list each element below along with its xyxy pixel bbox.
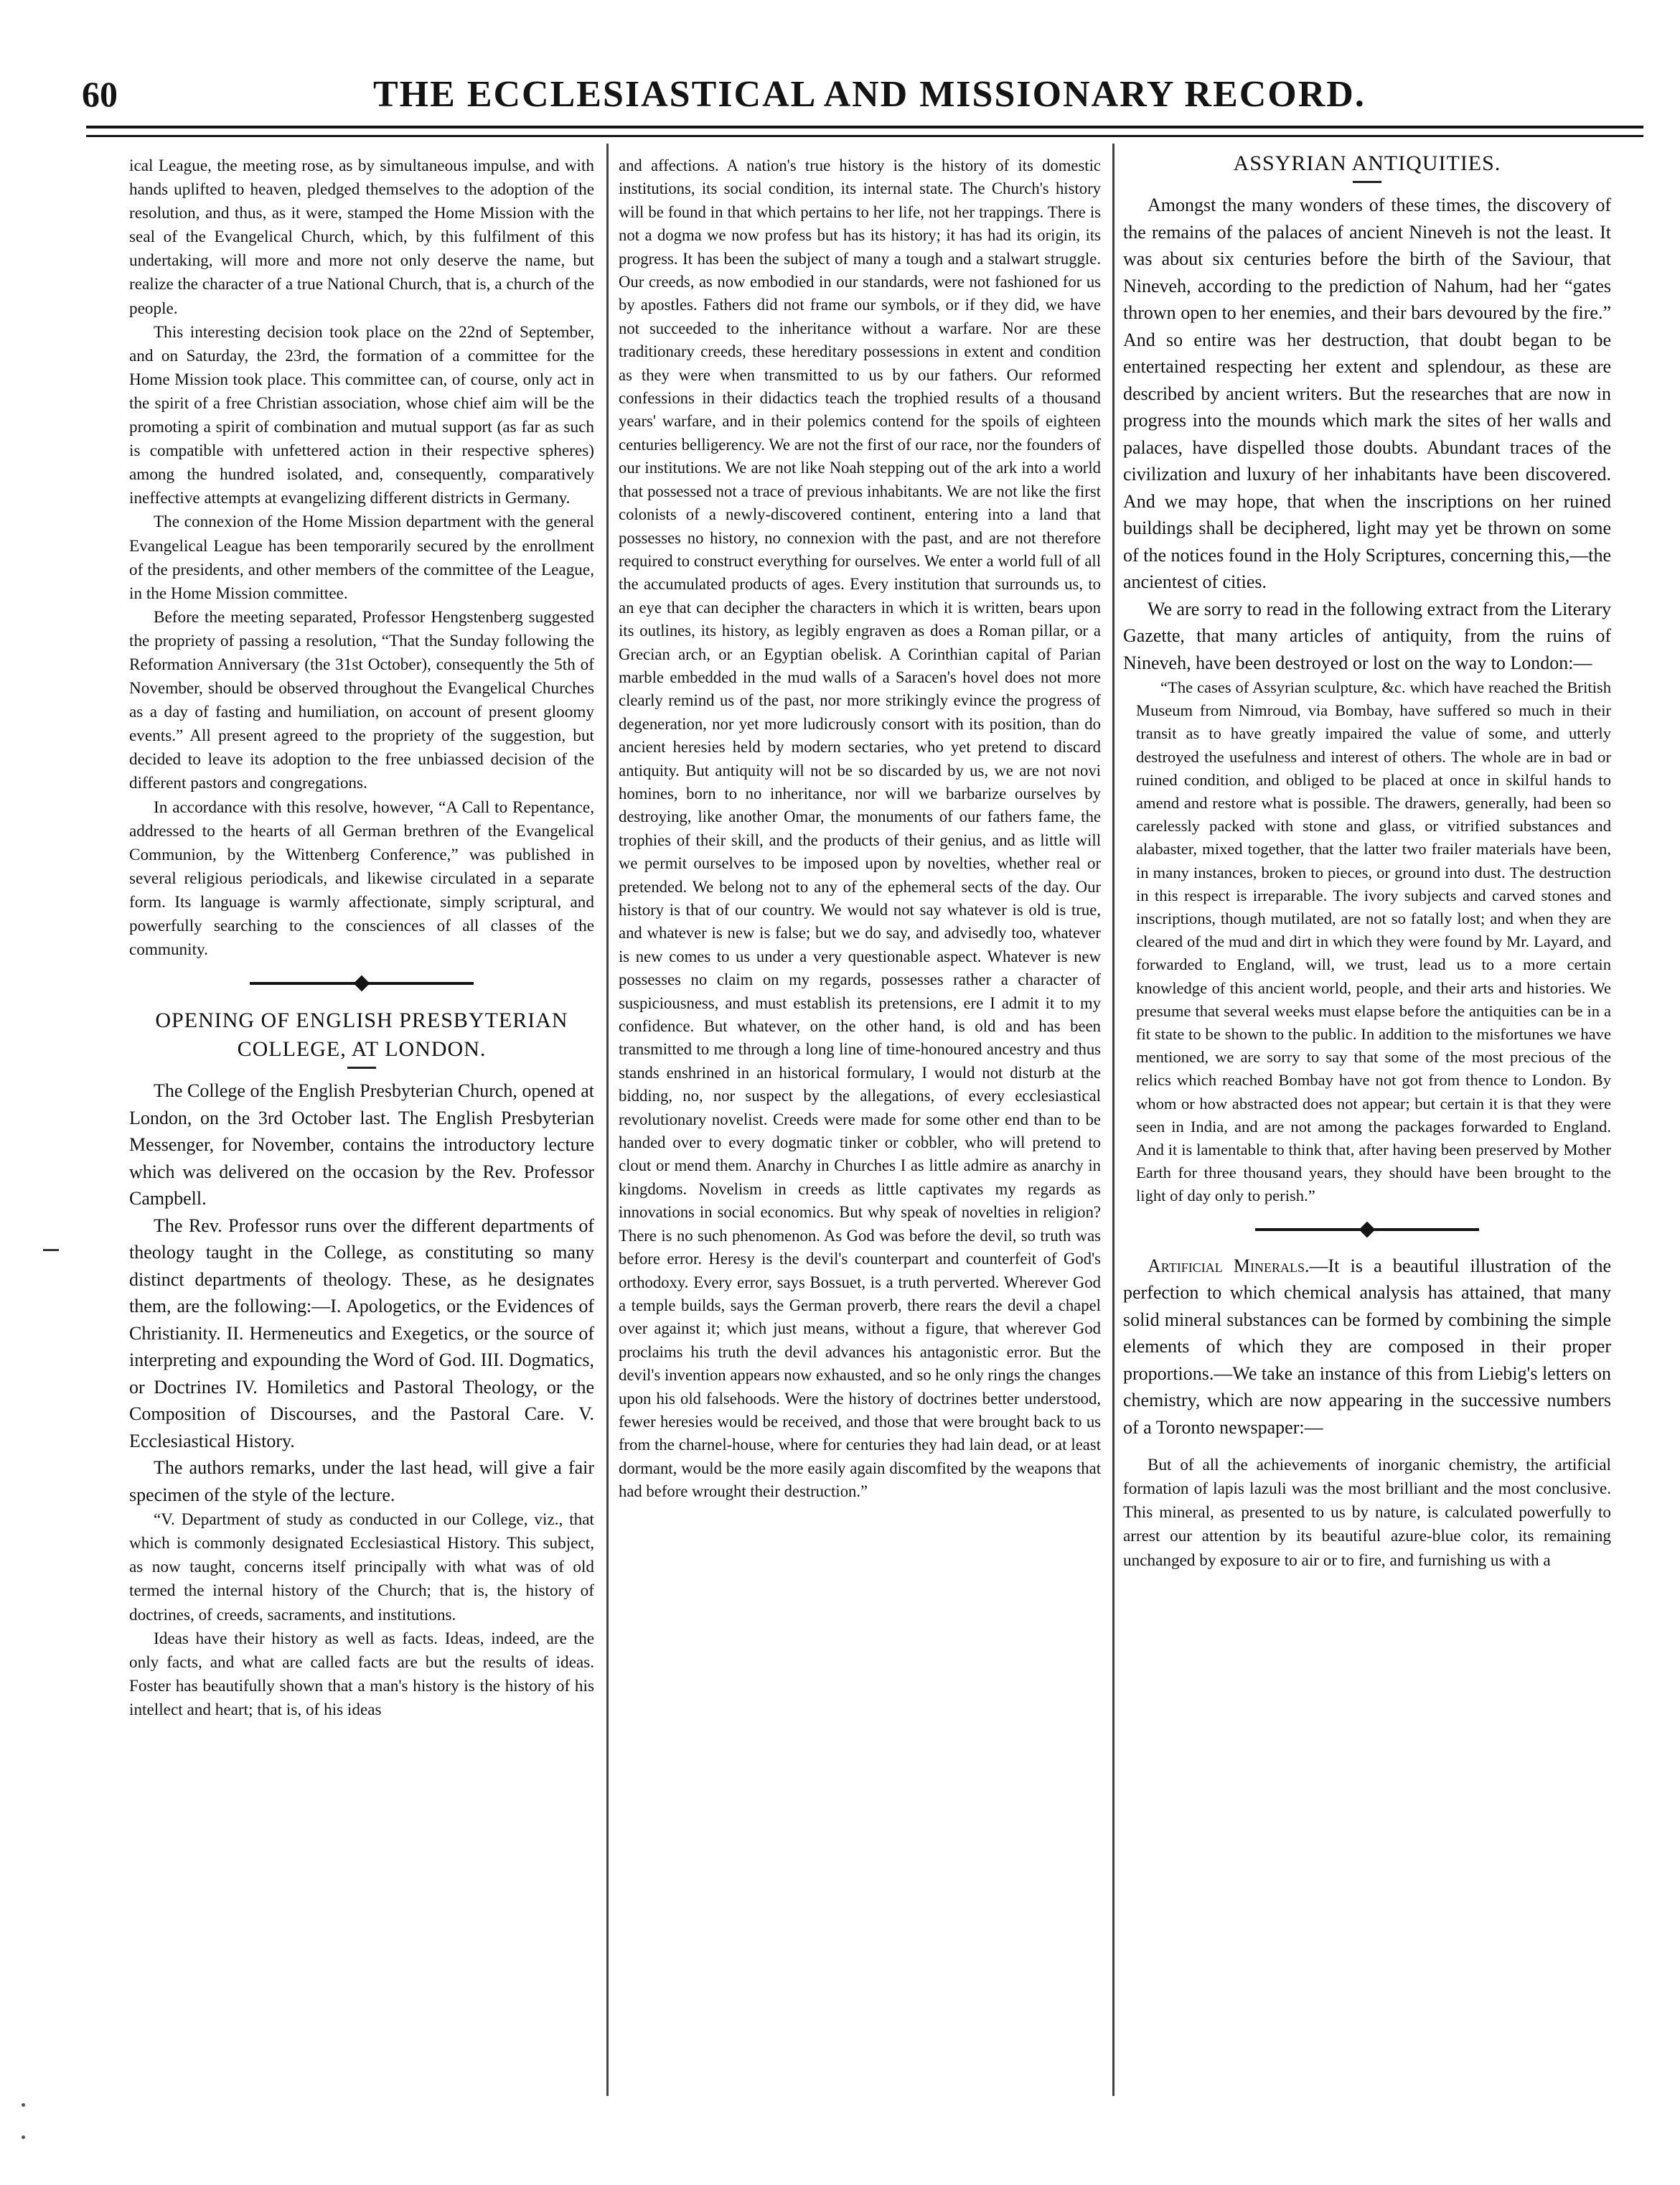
margin-dash — [43, 1249, 59, 1251]
column-rule-left — [606, 144, 609, 2096]
column-middle — [619, 154, 1101, 1504]
quote-paragraph: Ideas have their history as well as facts. Ideas, indeed, are the only facts, and what are called facts are but the results of ideas. Foster has beautifully shown that a man's history is the history of his intellect and heart; that is, of his ideas — [129, 1629, 594, 1719]
divider-line — [250, 982, 357, 985]
article-body — [1123, 1253, 1611, 1441]
run-in-heading: Artificial Minerals. — [1148, 1255, 1310, 1276]
paragraph: The College of the English Presbyterian Church, opened at London, on the 3rd October last. The English Presbyterian Messenger, for November, contains the introductory lecture which was delivered on the occasion by the Rev. Professor Campbell. — [129, 1080, 594, 1210]
quote-continuation: and affections. A nation's true history is the history of its domestic institutions, its social condition, its internal state. The Church's history will be found in that which pertains to her life, not her trappings. There is not a dogma we now profess but has its history; it has had its origin, its progress. It has been the subject of many a tough and a stalwart struggle. Our creeds, as now embodied in our standards, were not fashioned for us by apostles. Fathers did not frame our symbols, or if they did, we have not succeeded to the inheritance without a warfare. Nor are these traditionary creeds, these hereditary possessions in extent and condition as they were when transmitted to us by our fathers. Our reformed confessions in their didactics teach the trophied results of a thousand years' warfare, and in their polemics contend for the spoils of eighteen centuries belligerency. We are not the first of our race, nor the founders of our institutions. We are not like Noah stepping out of the ark into a world that possessed not a trace of previous inhabitants. We are not like the first colonists of a newly-discovered continent, entering into a land that possesses no history, no connexion with the past, and are not therefore required to construct everything for ourselves. We enter a world full of all the accumulated products of ages. Every institution that surrounds us, to an eye that can decipher the characters in which it is written, bears upon its outlines, its history, as legibly engraven as does a Roman pillar, or a Grecian arch, or an Egyptian obelisk. A Corinthian capital of Parian marble embedded in the mud walls of a Saracen's hovel does not more clearly remind us of the past, nor more strikingly evince the progress of degeneration, nor yet more ludicrously consort with its position, than do ancient heresies held by modern sectaries, who yet pretend to discard antiquity. But antiquity will not be so discarded by us, we are not novi homines, born to no inheritance, nor will we barbarize ourselves by destroying, like another Omar, the monuments of our fathers fame, the trophies of their skill, and the products of their genius, and as little will we permit ourselves to be imposed upon by novelties, whether real or pretended. We belong not to any of the ephemeral sects of the day. Our history is that of our country. We would not say whatever is old is true, and whatever is new is false; but we do say, and advisedly too, whatever is new comes to us under a very questionable aspect. Whatever is new possesses no claim on my regards, possesses rather a character of suspiciousness, and must establish its pretensions, ere I admit it to my confidence. But whatever, on the other hand, is old and has been transmitted to me through a long line of time-honoured ancestry and thus stands enshrined in an historical formulary, I would not disturb at the bidding, no, nor suspect by the allegations, of every ecclesiastical revolutionary novelist. Creeds were made for some other end than to be handed over to every dogmatic tinker or cobbler, who will pretend to clout or mend them. Anarchy in Churches I as little admire as anarchy in kingdoms. Novelism in creeds as little captivates my regards as innovations in social economics. But why speak of novelties in religion? There is no such phenomenon. As God was before the devil, so truth was before error. Heresy is the devil's counterpart and counterfeit of God's orthodoxy. Every error, says Bossuet, is a truth perverted. Wherever God a temple builds, says the German proverb, there rears the devil a chapel over against it; which just means, without a figure, that wherever God proclaims his truth the devil advances his antagonistic error. But the devil's invention appears now exhausted, and so he only rings the changes upon his old falsehoods. Were the history of doctrines better understood, fewer heresies would be received, and those that were brought back to us from the charnel-house, where for centuries they had lain dead, or at least dormant, would be the more easily again discomfited by the weapons that had before wrought their destruction.” — [619, 156, 1101, 1501]
paragraph: Before the meeting separated, Professor Hengstenberg suggested the propriety of passing a resolution, “That the Sunday following the Reformation Anniversary (the 31st October), consequently the 5th of November, should be observed throughout the Evangelical Churches as a day of fasting and humiliation, on account of present gloomy events.” All present agreed to the propriety of the suggestion, but decided to leave its adoption to the free unbiassed decision of the different pastors and congregations. — [129, 607, 594, 793]
paragraph: The authors remarks, under the last head, will give a fair specimen of the style of the lecture. — [129, 1457, 594, 1505]
quote-paragraph: “V. Department of study as conducted in our College, viz., that which is commonly designated Ecclesiastical History. This subject, as now taught, concerns itself principally with what was of old termed the internal history of the Church; that is, the history of doctrines, of creeds, sacraments, and institutions. — [129, 1510, 594, 1624]
article-body — [129, 1077, 594, 1508]
paragraph: The Rev. Professor runs over the different departments of theology taught in the College, as constituting so many distinct departments of theology. These, as he designates them, are the following:—I. Apologetics, or the Evidences of Christianity. II. Hermeneutics and Exegetics, or the source of interpreting and expounding the Word of God. III. Dogmatics, or Doctrines IV. Homiletics and Pastoral Theology, or the Composition of Discourses, and the Pastoral Care. V. Ecclesiastical History. — [129, 1215, 594, 1451]
divider-diamond — [1359, 1221, 1376, 1237]
heading-rule — [1353, 181, 1381, 183]
column-rule-right — [1112, 144, 1114, 2096]
paragraph: In accordance with this resolve, however, “A Call to Repentance, addressed to the hearts of all German brethren of the Evangelical Communion, by the Wittenberg Conference,” was published in several religious periodicals, and likewise circulated in a separate form. Its language is warmly affectionate, simply scriptural, and powerfully searching to the consciences of all classes of the community. — [129, 797, 594, 960]
margin-dot — [22, 2103, 25, 2107]
header-rule-top — [86, 126, 1643, 128]
ornamental-divider — [129, 978, 594, 989]
paragraph: ical League, the meeting rose, as by simultaneous impulse, and with hands uplifted to heaven, pledged themselves to the adoption of the resolution, and thus, as it were, stamped the Home Mission with the seal of the Evangelical Church, which, by this fulfilment of this undertaking, will more and more not only deserve the name, but realize the character of a true National Church, that is, a church of the people. — [129, 156, 594, 318]
quote-paragraph: But of all the achievements of inorganic chemistry, the artificial formation of lapis lazuli was the most brilliant and the most conclusive. This mineral, as presented to us by nature, is calculated powerfully to arrest our attention by its beautiful azure-blue color, its remaining unchanged by exposure to air or to fire, and furnishing us with a — [1123, 1456, 1611, 1570]
article-body — [1123, 192, 1611, 676]
divider-line — [1255, 1228, 1363, 1231]
divider-line — [366, 982, 474, 985]
page-number: 60 — [82, 74, 118, 114]
paragraph — [1123, 1253, 1611, 1441]
article-heading: OPENING OF ENGLISH PRESBYTERIAN COLLEGE, AT LONDON. — [155, 1009, 568, 1062]
heading-rule — [347, 1067, 376, 1069]
header-rule-bottom — [86, 135, 1643, 137]
paragraph: The connexion of the Home Mission department with the general Evangelical League has been temporarily secured by the enrollment of the presidents, and other members of the committee of the League, in the Home Mission committee. — [129, 513, 594, 603]
divider-line — [1371, 1228, 1479, 1231]
ornamental-divider — [1123, 1224, 1611, 1235]
article-heading: ASSYRIAN ANTIQUITIES. — [1233, 151, 1501, 175]
paragraph: Amongst the many wonders of these times, the discovery of the remains of the palaces of ancient Nineveh is not the least. It was about six centuries before the birth of the Saviour, that Nineveh, according to the prediction of Nahum, had her “gates thrown open to her enemies, and their bars devoured by the fire.” And so entire was her destruction, that doubt began to be entertained respecting her extent and splendour, as these are described by ancient writers. But the researches that are now in progress into the mounds which mark the sites of her walls and palaces, have dispelled those doubts. Abundant traces of the civilization and luxury of her inhabitants have been discovered. And we may hope, that when the inscriptions on her ruined buildings shall be deciphered, light may yet be thrown on some of the notices found in the Holy Scriptures, concerning this,—the ancientest of cities. — [1123, 195, 1611, 592]
column-left — [129, 154, 594, 1722]
column-right — [1123, 149, 1611, 1573]
paragraph: We are sorry to read in the following extract from the Literary Gazette, that many articles of antiquity, from the ruins of Nineveh, have been destroyed or lost on the way to London:— — [1123, 598, 1611, 673]
page-header-title: THE ECCLESIASTICAL AND MISSIONARY RECORD. — [373, 74, 1366, 115]
paragraph: This interesting decision took place on the 22nd of September, and on Saturday, the 23rd, the formation of a committee for the Home Mission took place. This committee can, of course, only act in the spirit of a free Christian association, whose chief aim will be the promoting a spirit of combination and mutual support (as far as such is compatible with unfettered action in their respective spheres) among the hundred isolated, and, consequently, comparatively ineffective attempts at evangelizing different districts in Germany. — [129, 322, 594, 508]
paragraph-text: —It is a beautiful illustration of the perfection to which chemical analysis has attained, that many solid mineral substances can be formed by combining the simple elements of which they are composed in their proper proportions.—We take an instance of this from Liebig's letters on chemistry, which are now appearing in the successive numbers of a Toronto newspaper:— — [1123, 1255, 1611, 1438]
margin-dot — [22, 2135, 25, 2139]
divider-diamond — [354, 975, 370, 992]
block-quote: “The cases of Assyrian sculpture, &c. which have reached the British Museum from Nimroud, via Bombay, have suffered so much in their transit as to have greatly impaired the value of some, and utterly destroyed the usefulness and interest of others. The whole are in bad or ruined condition, and obliged to be placed at once in skilful hands to amend and restore what is possible. The drawers, generally, had been so carelessly packed with stone and glass, or vitrified substances and alabaster, mixed together, that the latter two frailer materials have been, in many instances, broken to pieces, or ground into dust. The destruction in this respect is irreparable. The ivory subjects and carved stones and inscriptions, though mutilated, are not so fatally lost; and when they are cleared of the mud and dirt in which they were found by Mr. Layard, and forwarded to England, will, we trust, lead us to a more certain knowledge of this ancient world, people, and their arts and histories. We presume that several weeks must elapse before the antiquities can be in a fit state to be shown to the public. In addition to the misfortunes we have mentioned, we are sorry to say that some of the most precious of the relics which reached Bombay have not got from thence to London. By whom or how abstracted does not appear; but certain it is that they were seen in India, and are not among the packages forwarded to England. And it is lamentable to think that, after having been preserved by Mother Earth for three thousand years, they should have been brought to the light of day only to perish.” — [1136, 678, 1611, 1205]
